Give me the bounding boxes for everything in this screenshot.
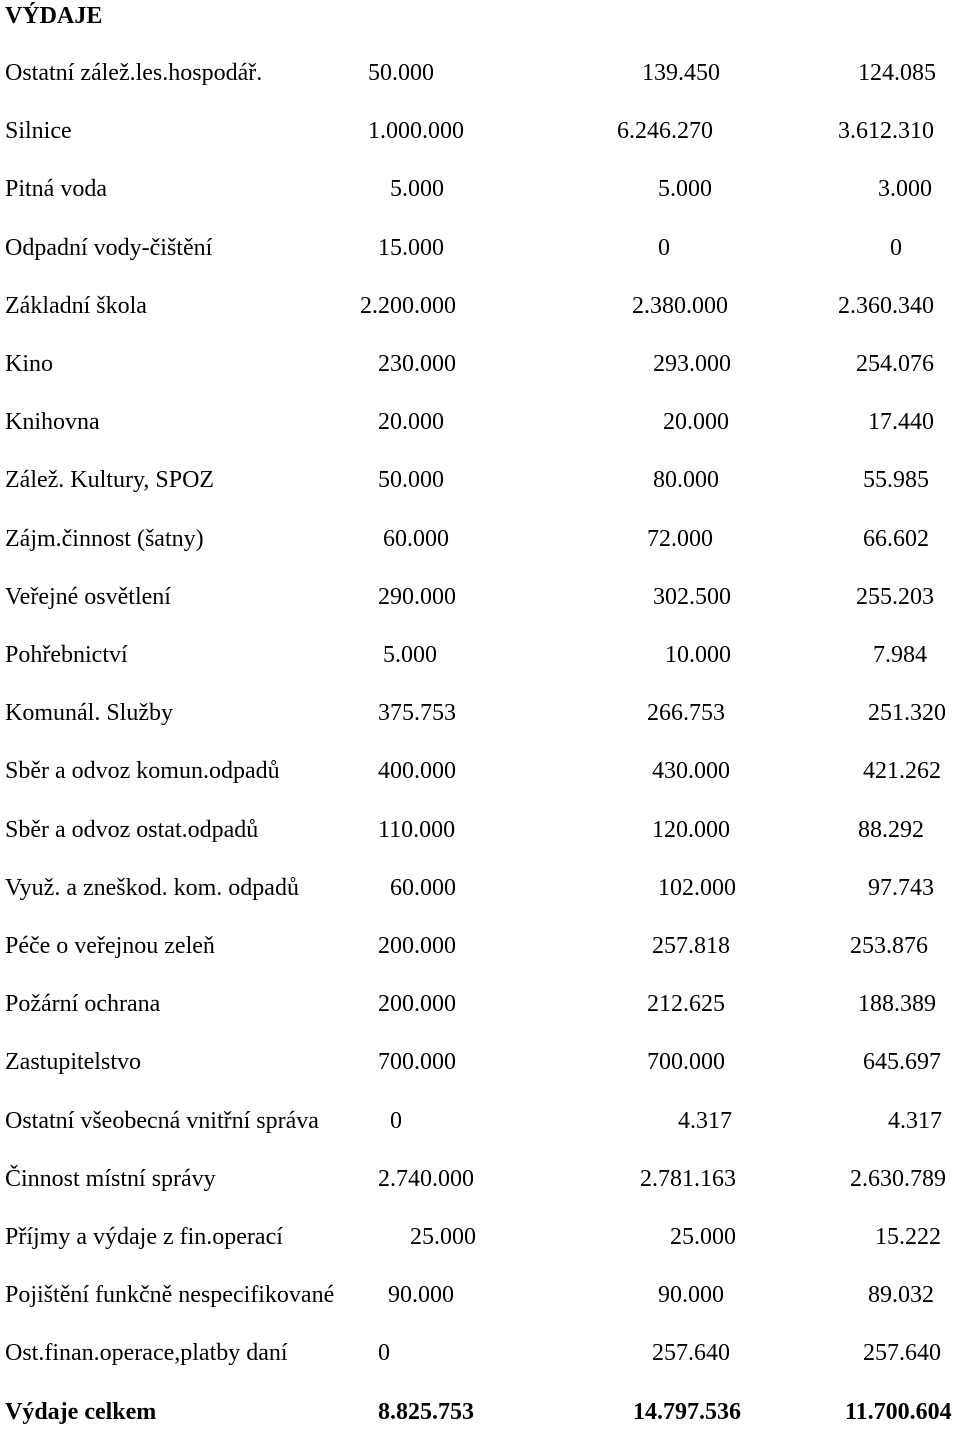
value-col-2: 4.317 [678,1108,732,1134]
row-label: Pitná voda [5,176,107,202]
table-row [0,640,960,670]
value-col-2: 212.625 [647,991,725,1017]
total-row [0,1397,960,1427]
value-col-3: 4.317 [888,1108,942,1134]
value-col-3: 3.612.310 [838,118,934,144]
value-col-3: 257.640 [863,1340,941,1366]
value-col-3: 645.697 [863,1049,941,1075]
value-col-2: 6.246.270 [617,118,713,144]
value-col-3: 2.360.340 [838,293,934,319]
value-col-1: 2.740.000 [378,1166,474,1192]
table-row [0,989,960,1019]
table-row [0,233,960,263]
value-col-1: 400.000 [378,758,456,784]
value-col-3: 421.262 [863,758,941,784]
row-label: Veřejné osvětlení [5,584,171,610]
row-label: Sběr a odvoz komun.odpadů [5,758,280,784]
row-label: Zastupitelstvo [5,1049,141,1075]
value-col-3: 188.389 [858,991,936,1017]
table-row [0,1222,960,1252]
value-col-1: 110.000 [378,817,456,843]
table-row [0,349,960,379]
row-label: Ost.finan.operace,platby daní [5,1340,288,1366]
row-label: Zájm.činnost (šatny) [5,526,204,552]
value-col-1: 5.000 [383,642,437,668]
row-label: Výdaje celkem [5,1399,157,1425]
table-row [0,815,960,845]
value-col-3: 3.000 [878,176,932,202]
row-label: Ostatní zálež.les.hospodář. [5,60,263,86]
value-col-3: 11.700.604 [845,1399,952,1425]
table-row [0,1164,960,1194]
value-col-2: 257.818 [652,933,730,959]
table-row [0,931,960,961]
value-col-1: 25.000 [410,1224,476,1250]
value-col-2: 293.000 [653,351,731,377]
value-col-1: 0 [378,1340,390,1366]
value-col-1: 50.000 [378,467,444,493]
value-col-1: 50.000 [368,60,434,86]
value-col-2: 2.781.163 [640,1166,736,1192]
value-col-3: 254.076 [856,351,934,377]
value-col-3: 89.032 [868,1282,934,1308]
table-row [0,291,960,321]
value-col-1: 8.825.753 [378,1399,474,1425]
value-col-2: 2.380.000 [632,293,728,319]
table-row [0,873,960,903]
value-col-1: 230.000 [378,351,456,377]
table-row [0,582,960,612]
value-col-2: 102.000 [658,875,736,901]
value-col-2: 139.450 [642,60,720,86]
row-label: Ostatní všeobecná vnitřní správa [5,1108,319,1134]
value-col-2: 20.000 [663,409,729,435]
table-row [0,465,960,495]
value-col-1: 200.000 [378,933,456,959]
row-label: Využ. a zneškod. kom. odpadů [5,875,299,901]
value-col-3: 0 [890,235,902,261]
value-col-1: 700.000 [378,1049,456,1075]
row-label: Odpadní vody-čištění [5,235,213,261]
table-row [0,524,960,554]
value-col-2: 5.000 [658,176,712,202]
value-col-1: 1.000.000 [368,118,464,144]
row-label: Silnice [5,118,72,144]
value-col-3: 251.320 [868,700,946,726]
value-col-3: 253.876 [850,933,928,959]
value-col-2: 80.000 [653,467,719,493]
table-row [0,1106,960,1136]
row-label: Sběr a odvoz ostat.odpadů [5,817,259,843]
value-col-1: 90.000 [388,1282,454,1308]
value-col-2: 14.797.536 [633,1399,741,1425]
value-col-1: 60.000 [383,526,449,552]
row-label: Požární ochrana [5,991,161,1017]
row-label: Kino [5,351,53,377]
value-col-3: 2.630.789 [850,1166,946,1192]
value-col-1: 20.000 [378,409,444,435]
value-col-2: 0 [658,235,670,261]
table-row [0,1047,960,1077]
value-col-2: 90.000 [658,1282,724,1308]
row-label: Knihovna [5,409,100,435]
table-row [0,174,960,204]
value-col-2: 700.000 [647,1049,725,1075]
value-col-1: 200.000 [378,991,456,1017]
row-label: Základní škola [5,293,147,319]
value-col-2: 430.000 [652,758,730,784]
value-col-1: 290.000 [378,584,456,610]
row-label: Péče o veřejnou zeleň [5,933,215,959]
table-row [0,1280,960,1310]
value-col-1: 5.000 [390,176,444,202]
value-col-2: 10.000 [665,642,731,668]
value-col-1: 60.000 [390,875,456,901]
row-label: Činnost místní správy [5,1166,216,1192]
value-col-1: 0 [390,1108,402,1134]
value-col-2: 302.500 [653,584,731,610]
row-label: Zálež. Kultury, SPOZ [5,467,215,493]
row-label: Komunál. Služby [5,700,173,726]
value-col-2: 25.000 [670,1224,736,1250]
page-title: VÝDAJE [5,3,103,29]
row-label: Příjmy a výdaje z fin.operací [5,1224,283,1250]
row-label: Pojištění funkčně nespecifikované [5,1282,335,1308]
value-col-2: 266.753 [647,700,725,726]
value-col-3: 55.985 [863,467,929,493]
value-col-1: 375.753 [378,700,456,726]
value-col-3: 66.602 [863,526,929,552]
value-col-2: 257.640 [652,1340,730,1366]
row-label: Pohřebnictví [5,642,128,668]
value-col-2: 72.000 [647,526,713,552]
value-col-1: 15.000 [378,235,444,261]
value-col-2: 120.000 [652,817,730,843]
value-col-3: 97.743 [868,875,934,901]
value-col-3: 15.222 [875,1224,941,1250]
table-row [0,116,960,146]
value-col-3: 88.292 [858,817,924,843]
table-row [0,756,960,786]
value-col-1: 2.200.000 [360,293,456,319]
table-row [0,698,960,728]
value-col-3: 17.440 [868,409,934,435]
table-row [0,407,960,437]
value-col-3: 124.085 [858,60,936,86]
value-col-3: 255.203 [856,584,934,610]
value-col-3: 7.984 [873,642,927,668]
table-row [0,1338,960,1368]
table-row [0,58,960,88]
